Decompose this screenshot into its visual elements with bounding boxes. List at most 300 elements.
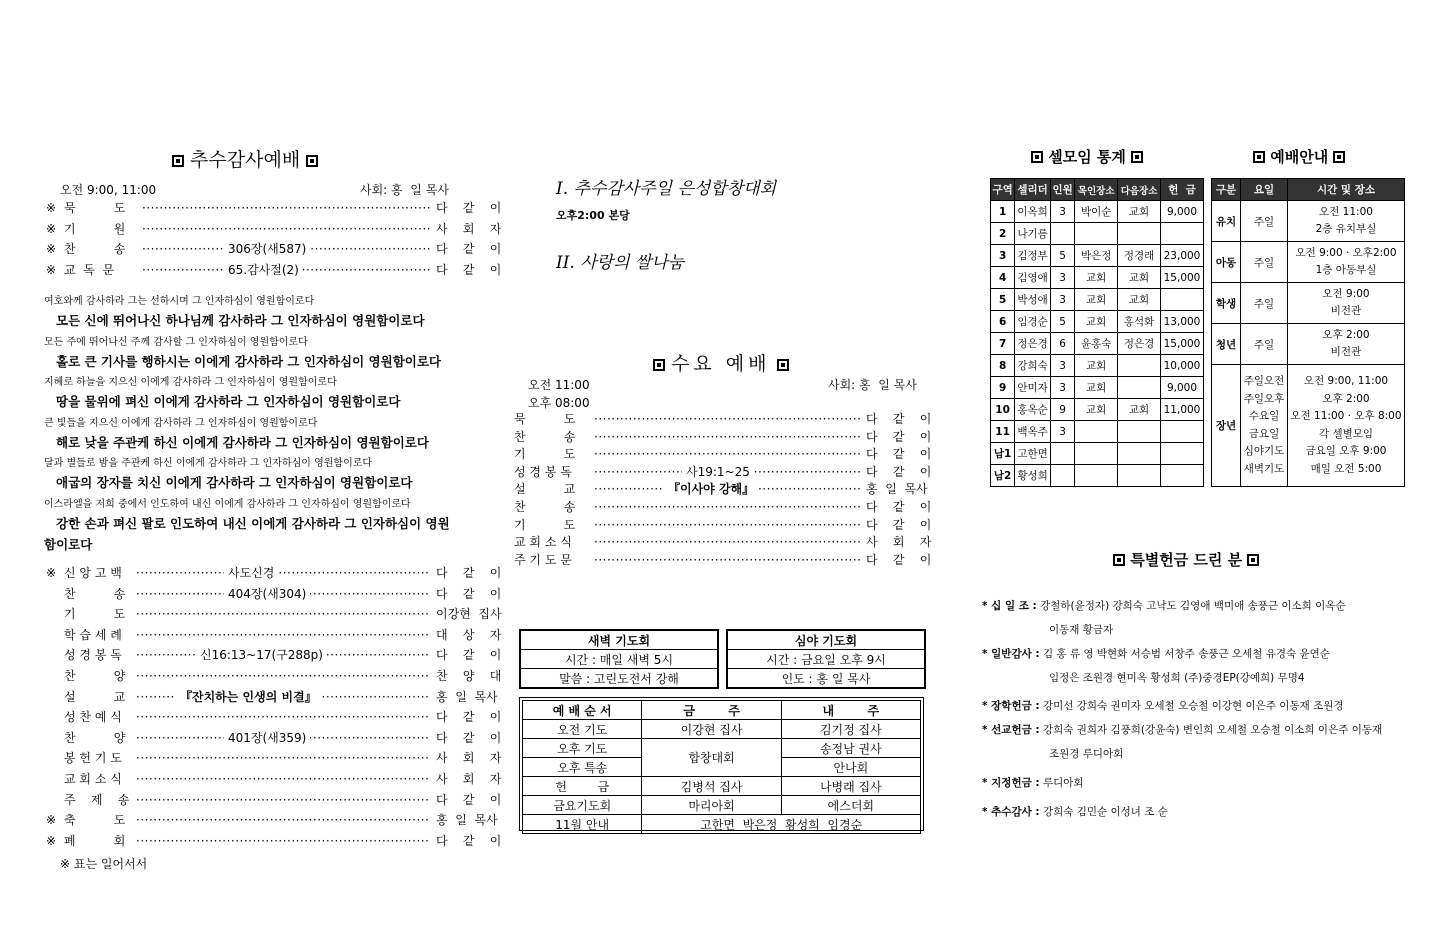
leader-dots [136, 769, 430, 789]
duty-item: 오후 특송 [523, 758, 642, 777]
cell-value: 강희숙 [1015, 355, 1051, 377]
order-item-leader: 다 같 이 [866, 464, 932, 479]
table-row [1212, 365, 1405, 487]
order-item-name: 봉 헌 기 도 [64, 751, 122, 766]
cell-value: 정은경 [1118, 333, 1161, 355]
announcement-choir: I. 추수감사주일 은성합창대회 [556, 179, 776, 199]
order-item [46, 748, 502, 768]
cell-value: 정경래 [1118, 245, 1161, 267]
leader-dots [136, 666, 430, 686]
cell-value: 3 [1050, 421, 1074, 443]
cell-value: 4 [991, 267, 1015, 289]
leader-dots [136, 790, 430, 810]
order-item-leader: 다 같 이 [436, 566, 502, 580]
reading-congregation-line: 애굽의 장자를 치신 이에게 감사하라 그 인자하심이 영원함이로다 [56, 475, 413, 490]
reading-congregation-line: 땅을 물위에 펴신 이에게 감사하라 그 인자하심이 영원함이로다 [56, 394, 401, 409]
offering-item [982, 722, 1382, 737]
order-item-leader: 찬 양 대 [436, 669, 502, 683]
duty-next-week: 송정남 권사 [781, 739, 920, 758]
reading-leader-line: 큰 빛들을 지으신 이에게 감사하라 그 인자하심이 영원함이로다 [44, 417, 318, 429]
cell-value: 교회 [1118, 289, 1161, 311]
cell-value: 교회 [1118, 201, 1161, 223]
table-row [1212, 201, 1405, 242]
leader-dots [136, 707, 430, 727]
order-item-leader: 다 같 이 [866, 412, 932, 426]
cell-value [1161, 289, 1204, 311]
leader-dots [136, 810, 430, 830]
offering-names-cont: 조원경 루디아회 [1049, 748, 1124, 760]
dawn-prayer-time: 시간 : 매일 새벽 5시 [521, 650, 718, 669]
worship-day: 주일 [1241, 324, 1288, 365]
duty-this-week: 합창대회 [642, 739, 781, 777]
reading-leader-line: 모든 주에 뛰어나신 주께 감사할 그 인자하심이 영원함이로다 [44, 336, 308, 348]
cell-value [1075, 443, 1118, 465]
order-item-leader: 다 같 이 [436, 730, 502, 745]
table-row [991, 399, 1204, 421]
order-item-name: 찬 송 [64, 586, 126, 601]
cell-value: 교회 [1075, 355, 1118, 377]
duty-item: 오전 기도 [523, 720, 642, 739]
cell-value: 안미자 [1015, 377, 1051, 399]
order-item [46, 810, 498, 830]
offering-label: * 지정헌금 : [982, 777, 1040, 789]
cell-value [1075, 421, 1118, 443]
order-item-name: 찬 송 [64, 242, 126, 256]
leader-dots [142, 198, 430, 218]
reading-congregation-line: 해로 낮을 주관케 하신 이에게 감사하라 그 인자하심이 영원함이로다 [56, 434, 429, 450]
order-item-leader: 홍 일 목사 [866, 482, 928, 497]
table-row [991, 465, 1204, 487]
standing-mark: ※ [46, 221, 57, 236]
order-item-name: 묵 도 [514, 412, 576, 426]
order-item [46, 604, 502, 624]
night-prayer-time: 시간 : 금요일 오후 9시 [728, 650, 925, 669]
duty-table [522, 700, 921, 834]
duty-item: 헌 금 [523, 777, 642, 796]
order-item-name: 교 회 소 식 [514, 535, 572, 550]
order-item-name: 축 도 [64, 813, 126, 828]
order-item [46, 645, 502, 665]
reading-congregation-line: 홀로 큰 기사를 행하시는 이에게 감사하라 그 인자하심이 영원함이로다 [56, 353, 441, 369]
order-item [46, 728, 502, 748]
standing-mark: ※ [46, 201, 57, 215]
duty-next-week: 김기정 집사 [781, 720, 920, 739]
worship-day: 주일오전 [1243, 375, 1285, 387]
worship-group: 장년 [1212, 365, 1241, 487]
cell-header: 헌 금 [1161, 179, 1204, 201]
worship-guide-title: 예배안내 [1253, 146, 1345, 167]
duty-november: 고한면 박은정 황성희 임경순 [642, 815, 921, 834]
cell-value: 박은정 [1075, 245, 1118, 267]
standing-mark: ※ [46, 262, 57, 277]
order-item [46, 666, 502, 686]
reading-leader-line: 지혜로 하늘을 지으신 이에게 감사하라 그 인자하심이 영원함이로다 [44, 377, 337, 388]
cell-value: 9,000 [1161, 201, 1204, 223]
duty-next-week: 에스더회 [781, 796, 920, 815]
service-time: 오전 9:00, 11:00 [60, 183, 157, 197]
worship-day: 주일오후 [1243, 392, 1285, 405]
table-row [991, 355, 1204, 377]
order-item [514, 550, 944, 570]
table-row [1212, 324, 1405, 365]
cell-value [1161, 223, 1204, 245]
cell-value [1118, 465, 1161, 487]
duty-item: 오후 기도 [523, 739, 642, 758]
worship-adult-days [1241, 365, 1288, 487]
order-item-leader: 홍 일 목사 [436, 689, 498, 704]
cell-value: 3 [1050, 355, 1074, 377]
worship-day: 주일 [1241, 201, 1288, 242]
cell-value: 남1 [991, 443, 1015, 465]
offering-names: 강희숙 권희자 김풍희(강윤숙) 변인희 오세철 오승철 이소희 이은주 이동재 [1042, 724, 1383, 736]
cell-value: 2 [991, 223, 1015, 245]
order-item-name: 교 회 소 식 [64, 772, 122, 786]
worship-time-place: 매일 오전 5:00 [1310, 462, 1382, 475]
reading-leader-line: 여호와께 감사하라 그는 선하시며 그 인자하심이 영원함이로다 [44, 296, 315, 307]
cell-value: 9 [991, 377, 1015, 399]
order-item-detail: 306장(새587) [224, 239, 310, 259]
leader-dots [142, 219, 430, 239]
order-item-name: 설 교 [514, 482, 576, 497]
duty-next-week: 나병래 집사 [781, 777, 920, 796]
square-bullet-icon [172, 155, 184, 167]
order-item-detail: 404장(새304) [224, 584, 310, 604]
order-item-name: 성 경 봉 독 [514, 464, 572, 479]
cell-value: 김영애 [1015, 267, 1051, 289]
order-item-leader: 다 같 이 [436, 648, 502, 663]
order-item-name: 기 도 [514, 517, 576, 532]
table-row [991, 289, 1204, 311]
order-item-leader: 사 회 자 [436, 751, 502, 766]
cell-stats-title: 셀모임 통계 [1031, 146, 1143, 167]
order-item [46, 790, 502, 810]
duty-item: 11월 안내 [523, 815, 642, 834]
order-item-leader: 사 회 자 [866, 535, 932, 550]
duty-header: 금 주 [642, 701, 781, 720]
table-row [1212, 242, 1405, 283]
order-item-leader: 다 같 이 [866, 552, 932, 567]
cell-value: 11,000 [1161, 399, 1204, 421]
order-item-leader: 다 같 이 [436, 710, 502, 725]
cell-value: 3 [991, 245, 1015, 267]
order-item-name: 찬 송 [514, 500, 576, 514]
cell-value: 3 [1050, 289, 1074, 311]
table-row [991, 311, 1204, 333]
order-item-detail: 65.감사절(2) [224, 260, 303, 280]
offering-label: * 선교헌금 : [982, 724, 1040, 736]
square-bullet-icon [1253, 151, 1265, 163]
cell-value: 이옥희 [1015, 201, 1051, 223]
cell-value: 박성애 [1015, 289, 1051, 311]
duty-item: 금요기도회 [523, 796, 642, 815]
cell-value: 교회 [1075, 399, 1118, 421]
cell-stats-table [990, 178, 1204, 487]
cell-value [1161, 465, 1204, 487]
square-bullet-icon [777, 359, 789, 371]
cell-value: 교회 [1075, 377, 1118, 399]
leader-dots [136, 604, 430, 624]
cell-value: 황성희 [1015, 465, 1051, 487]
order-item-name: 기 도 [514, 447, 576, 462]
reading-leader-line: 이스라엘을 저희 중에서 인도하여 내신 이에게 감사하라 그 인자하심이 영원함이로다 [44, 498, 411, 510]
order-item-name: 성 경 봉 독 [64, 648, 122, 663]
worship-day: 주일 [1241, 283, 1288, 324]
worship-time-place: 오전 9:00, 11:00 [1303, 375, 1389, 387]
cell-value: 8 [991, 355, 1015, 377]
dawn-prayer-title: 새벽 기도회 [521, 631, 718, 650]
standing-mark: ※ [46, 242, 57, 256]
cell-value: 교회 [1075, 289, 1118, 311]
table-row [991, 223, 1204, 245]
duty-next-week: 안나회 [781, 758, 920, 777]
order-item-leader: 홍 일 목사 [436, 813, 498, 828]
square-bullet-icon [1333, 151, 1345, 163]
leader-dots [594, 550, 860, 570]
offering-label: * 장학헌금 : [982, 700, 1040, 712]
cell-value: 11 [991, 421, 1015, 443]
order-item-leader: 다 같 이 [436, 262, 502, 277]
order-item-name: 주 기 도 문 [514, 552, 572, 567]
cell-value: 13,000 [1161, 311, 1204, 333]
order-item-leader: 다 같 이 [436, 833, 502, 848]
wednesday-time-1: 오전 11:00 [528, 378, 590, 392]
cell-value: 정은경 [1015, 333, 1051, 355]
worship-header: 요일 [1241, 179, 1288, 201]
offering-label: * 추수감사 : [982, 806, 1040, 818]
wednesday-service-title: 수요 예배 [653, 349, 789, 376]
cell-value [1118, 421, 1161, 443]
order-item-name: 신 앙 고 백 [64, 566, 122, 580]
cell-value: 1 [991, 201, 1015, 223]
worship-day: 수요일 [1248, 410, 1280, 422]
offering-names: 강미선 강희숙 권미자 오세철 오승철 이강현 이은주 이동재 조원경 [1042, 700, 1344, 712]
order-item-name: 기 원 [64, 221, 126, 236]
cell-value: 교회 [1118, 399, 1161, 421]
worship-group: 학생 [1212, 283, 1241, 324]
cell-value: 교회 [1075, 267, 1118, 289]
cell-value: 6 [991, 311, 1015, 333]
table-row [991, 377, 1204, 399]
cell-value: 6 [1050, 333, 1074, 355]
order-item-leader: 사 회 자 [436, 221, 502, 236]
cell-value: 3 [1050, 377, 1074, 399]
offering-names-cont: 이동재 황금자 [1049, 624, 1114, 636]
cell-value [1075, 223, 1118, 245]
worship-time-place: 오후 2:00 비전관 [1288, 324, 1405, 365]
worship-header: 구분 [1212, 179, 1241, 201]
cell-value: 15,000 [1161, 333, 1204, 355]
duty-header: 예 배 순 서 [523, 701, 642, 720]
leader-dots [136, 831, 430, 851]
table-row [991, 443, 1204, 465]
order-item-leader: 다 같 이 [436, 792, 502, 807]
duty-header: 내 주 [781, 701, 920, 720]
cell-value: 홍석화 [1118, 311, 1161, 333]
wednesday-time-2: 오후 08:00 [528, 396, 590, 410]
worship-time-place: 오후 2:00 [1322, 392, 1370, 405]
order-item [46, 687, 498, 707]
offering-names: 강희숙 김민순 이성녀 조 순 [1042, 806, 1168, 818]
cell-value: 5 [1050, 245, 1074, 267]
table-row [1212, 283, 1405, 324]
worship-time-place: 오전 11:00 · 오후 8:00 [1290, 410, 1402, 422]
worship-group: 청년 [1212, 324, 1241, 365]
worship-time-place: 각 셀별모임 [1318, 427, 1374, 440]
offering-label: * 일반감사 : [982, 648, 1040, 660]
night-prayer-lead: 인도 : 홍 일 목사 [728, 669, 925, 688]
standing-mark: ※ [46, 566, 57, 580]
special-offering-title: 특별헌금 드린 분 [1113, 549, 1259, 570]
cell-value: 교회 [1075, 311, 1118, 333]
cell-value: 10,000 [1161, 355, 1204, 377]
offering-names: 강철하(윤정자) 강희숙 고낙도 김영애 백미애 송풍근 이소희 이옥순 [1040, 600, 1346, 612]
cell-value: 5 [991, 289, 1015, 311]
order-item-detail: 401장(새359) [224, 728, 310, 748]
order-item-leader: 다 같 이 [866, 429, 932, 444]
footnote: ※ 표는 일어서서 [60, 857, 148, 871]
harvest-service-title: 추수감사예배 [172, 145, 318, 172]
table-row [991, 421, 1204, 443]
duty-this-week: 이강현 집사 [642, 720, 781, 739]
order-item-leader: 다 같 이 [866, 517, 932, 532]
cell-value [1075, 465, 1118, 487]
order-item-name: 교 독 문 [64, 262, 115, 277]
offering-names-cont: 임정은 조원경 현미옥 황성희 (주)중경EP(강예희) 무명4 [1049, 672, 1305, 684]
order-item-name: 찬 송 [514, 429, 576, 444]
duty-this-week: 마리아회 [642, 796, 781, 815]
cell-value [1118, 355, 1161, 377]
reading-leader-line: 달과 별들로 밤을 주관케 하신 이에게 감사하라 그 인자하심이 영원함이로다 [44, 458, 373, 469]
dawn-prayer-word: 말씀 : 고린도전서 강해 [521, 669, 718, 688]
square-bullet-icon [1247, 554, 1259, 566]
cell-value: 백옥주 [1015, 421, 1051, 443]
cell-value [1050, 465, 1074, 487]
worship-time-place: 오전 9:00 비전관 [1288, 283, 1405, 324]
worship-group: 유치 [1212, 201, 1241, 242]
order-item-leader: 이강현 집사 [436, 607, 502, 622]
order-item-leader: 다 같 이 [436, 242, 502, 256]
offering-item [982, 598, 1346, 613]
standing-mark: ※ [46, 833, 57, 848]
announcement-rice: II. 사랑의 쌀나눔 [556, 253, 685, 273]
worship-day: 심야기도 [1243, 445, 1285, 457]
cell-value [1161, 443, 1204, 465]
cell-value: 김정부 [1015, 245, 1051, 267]
night-prayer-box [726, 629, 926, 689]
cell-header: 구역 [991, 179, 1015, 201]
order-item [46, 769, 502, 789]
order-item-detail: 『잔치하는 인생의 비결』 [176, 687, 321, 707]
worship-day: 금요일 [1248, 427, 1280, 440]
offering-names: 김 홍 류 영 박현화 서승범 서창주 송풍근 오세철 유경숙 윤연순 [1042, 648, 1330, 660]
order-item [46, 625, 502, 645]
cell-value: 임경순 [1015, 311, 1051, 333]
cell-header: 인원 [1050, 179, 1074, 201]
standing-mark: ※ [46, 813, 57, 828]
order-item-leader: 다 같 이 [436, 586, 502, 601]
cell-value: 23,000 [1161, 245, 1204, 267]
table-row [991, 245, 1204, 267]
order-item-leader: 다 같 이 [866, 500, 932, 514]
duty-table-box [519, 697, 924, 831]
offering-item [982, 646, 1330, 661]
order-item-detail: 사19:1~25 [682, 462, 754, 482]
order-item-leader: 다 같 이 [436, 201, 502, 215]
cell-header: 셀리더 [1015, 179, 1051, 201]
worship-guide-table [1211, 178, 1405, 487]
cell-header: 목인장소 [1075, 179, 1118, 201]
cell-value [1050, 223, 1074, 245]
order-item-detail: 『이사야 강해』 [664, 479, 758, 499]
order-item-name: 주 제 송 [64, 792, 130, 807]
square-bullet-icon [306, 155, 318, 167]
order-item-leader: 다 같 이 [866, 447, 932, 462]
order-item-leader: 사 회 자 [436, 772, 502, 786]
table-row [991, 201, 1204, 223]
order-item-name: 묵 도 [64, 201, 126, 215]
square-bullet-icon [653, 359, 665, 371]
order-item [46, 563, 502, 583]
leader-dots [136, 563, 430, 583]
cell-value [1118, 223, 1161, 245]
offering-item [982, 775, 1084, 790]
order-item [46, 239, 502, 259]
square-bullet-icon [1031, 151, 1043, 163]
cell-value: 9 [1050, 399, 1074, 421]
order-item-detail: 신16:13~17(구288p) [196, 645, 327, 665]
cell-value: 3 [1050, 267, 1074, 289]
order-item-detail: 사도신경 [224, 563, 278, 583]
cell-value: 교회 [1118, 267, 1161, 289]
wednesday-host: 사회: 홍 일 목사 [828, 378, 917, 392]
order-item-name: 폐 회 [64, 833, 126, 848]
leader-dots [136, 625, 430, 645]
order-item [46, 584, 502, 604]
cell-value: 나기름 [1015, 223, 1051, 245]
order-item-name: 성 찬 예 식 [64, 710, 122, 725]
reading-congregation-line: 함이로다 [44, 537, 93, 552]
offering-names: 루디아회 [1042, 777, 1084, 789]
order-item-name: 찬 양 [64, 730, 126, 745]
worship-time-place: 오전 11:00 2층 유치부실 [1288, 201, 1405, 242]
square-bullet-icon [1131, 151, 1143, 163]
square-bullet-icon [1113, 554, 1125, 566]
worship-time-place: 오전 9:00 · 오후2:00 1층 아동부실 [1288, 242, 1405, 283]
announcement-choir-sub: 오후2:00 본당 [556, 209, 630, 222]
worship-header: 시간 및 장소 [1288, 179, 1405, 201]
dawn-prayer-box [519, 629, 719, 689]
order-item-name: 찬 양 [64, 669, 126, 683]
offering-item [982, 804, 1168, 819]
reading-congregation-line: 모든 신에 뛰어나신 하나님께 감사하라 그 인자하심이 영원함이로다 [56, 313, 425, 328]
cell-value [1161, 421, 1204, 443]
cell-value [1050, 443, 1074, 465]
order-item-leader: 대 상 자 [436, 627, 502, 642]
worship-day: 새벽기도 [1243, 462, 1285, 475]
cell-value: 9,000 [1161, 377, 1204, 399]
offering-item [982, 698, 1344, 713]
order-item-name: 설 교 [64, 689, 126, 704]
order-item [46, 219, 502, 239]
worship-time-place: 금요일 오후 9:00 [1305, 445, 1387, 457]
cell-value: 홍옥순 [1015, 399, 1051, 421]
cell-header: 다음장소 [1118, 179, 1161, 201]
cell-value: 고한면 [1015, 443, 1051, 465]
cell-value: 15,000 [1161, 267, 1204, 289]
order-item [46, 707, 502, 727]
order-item-name: 기 도 [64, 607, 126, 622]
cell-value: 3 [1050, 201, 1074, 223]
